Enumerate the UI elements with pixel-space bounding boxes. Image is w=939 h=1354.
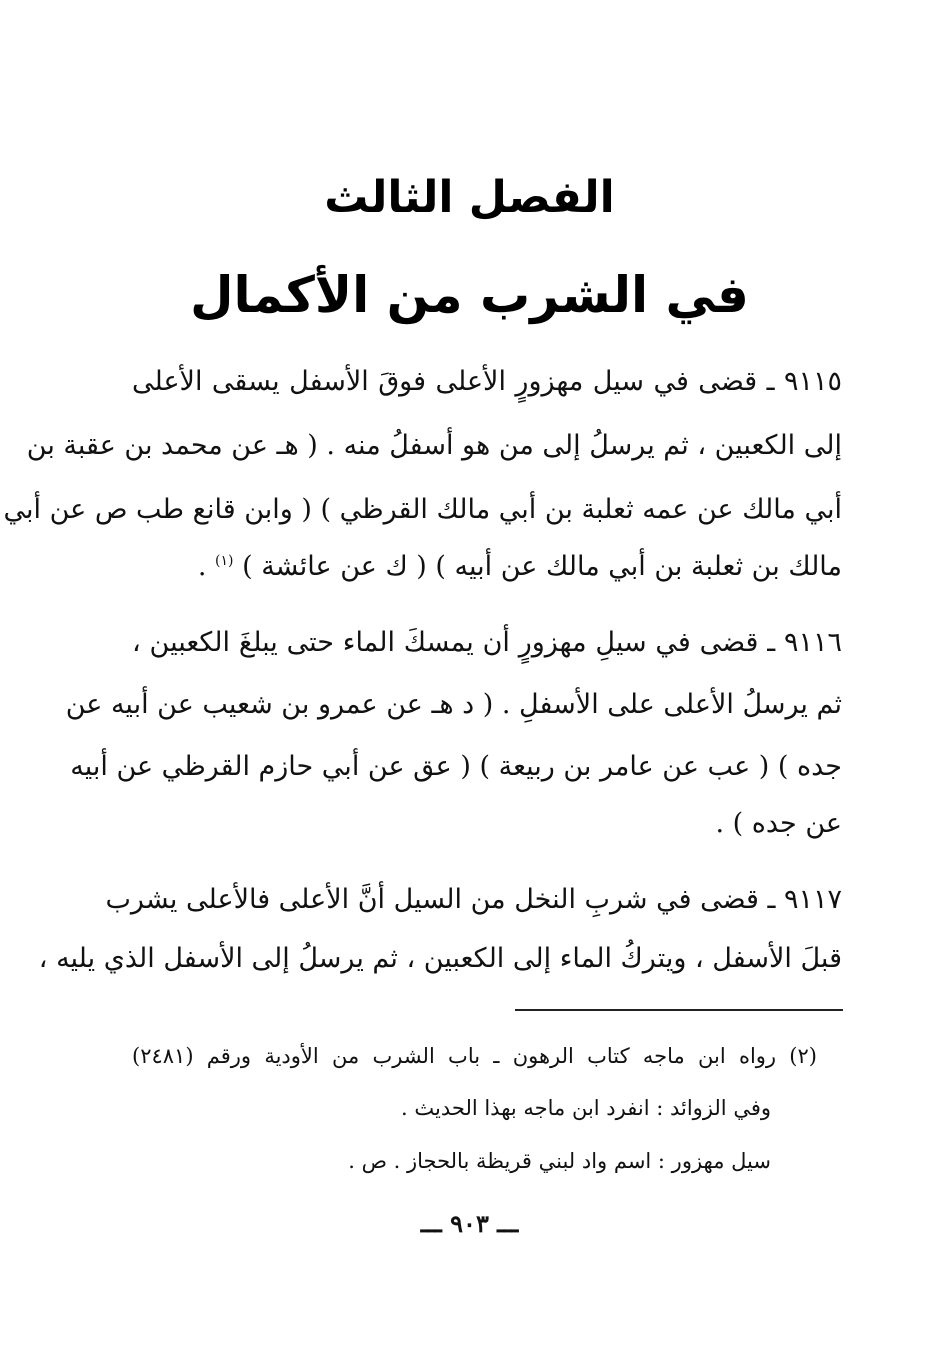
section-title: الفصل الثالث: [324, 172, 615, 223]
hadith-9116-line-2: ثم يرسلُ الأعلى على الأسفلِ . ( د هـ عن عمرو بن شعيب عن أبيه عن: [65, 689, 842, 720]
footnote-line-1: (٢) رواه ابن ماجه كتاب الرهون ـ باب الشرب من الأودية ورقم (٢٤٨١): [132, 1044, 817, 1068]
hadith-9116-line-3: جده ) ( عب عن عامر بن ربيعة ) ( عق عن أبي حازم القرظي عن أبيه: [70, 751, 842, 782]
footnote-line-2: وفي الزوائد : انفرد ابن ماجه بهذا الحديث .: [401, 1096, 771, 1120]
hadith-9117-line-1: ٩١١٧ ـ قضى في شربِ النخل من السيل أنَّ الأعلى فالأعلى يشرب: [105, 884, 842, 915]
hadith-9115-line-1: ٩١١٥ ـ قضى في سيل مهزورٍ الأعلى فوقَ الأسفل يسقى الأعلى: [132, 366, 842, 397]
hadith-9116-line-1: ٩١١٦ ـ قضى في سيلِ مهزورٍ أن يمسكَ الماء حتى يبلغَ الكعبين ،: [132, 627, 842, 658]
hadith-9115-line-4-end: .: [197, 551, 216, 582]
footnote-line-3: سيل مهزور : اسم واد لبني قريظة بالحجاز . ص .: [348, 1149, 771, 1173]
footnote-divider: [515, 1009, 843, 1011]
section-subtitle: في الشرب من الأكمال: [190, 266, 749, 324]
hadith-9115-line-3: أبي مالك عن عمه ثعلبة بن أبي مالك القرظي ) ( وابن قانع طب ص عن أبي: [3, 494, 842, 525]
footnote-marker: (١): [215, 553, 234, 569]
hadith-9117-line-2: قبلَ الأسفل ، ويتركُ الماء إلى الكعبين ، ثم يرسلُ إلى الأسفل الذي يليه ،: [38, 943, 842, 974]
hadith-9116-line-4: عن جده ) .: [715, 808, 842, 839]
page-number: ـــ ٩٠٣ ـــ: [420, 1209, 519, 1238]
hadith-9115-line-4-text: مالك بن ثعلبة بن أبي مالك عن أبيه ) ( ك عن عائشة ): [242, 551, 842, 582]
hadith-9115-line-2: إلى الكعبين ، ثم يرسلُ إلى من هو أسفلُ منه . ( هـ عن محمد بن عقبة بن: [26, 430, 842, 461]
hadith-9115-line-4: [132, 537, 842, 597]
